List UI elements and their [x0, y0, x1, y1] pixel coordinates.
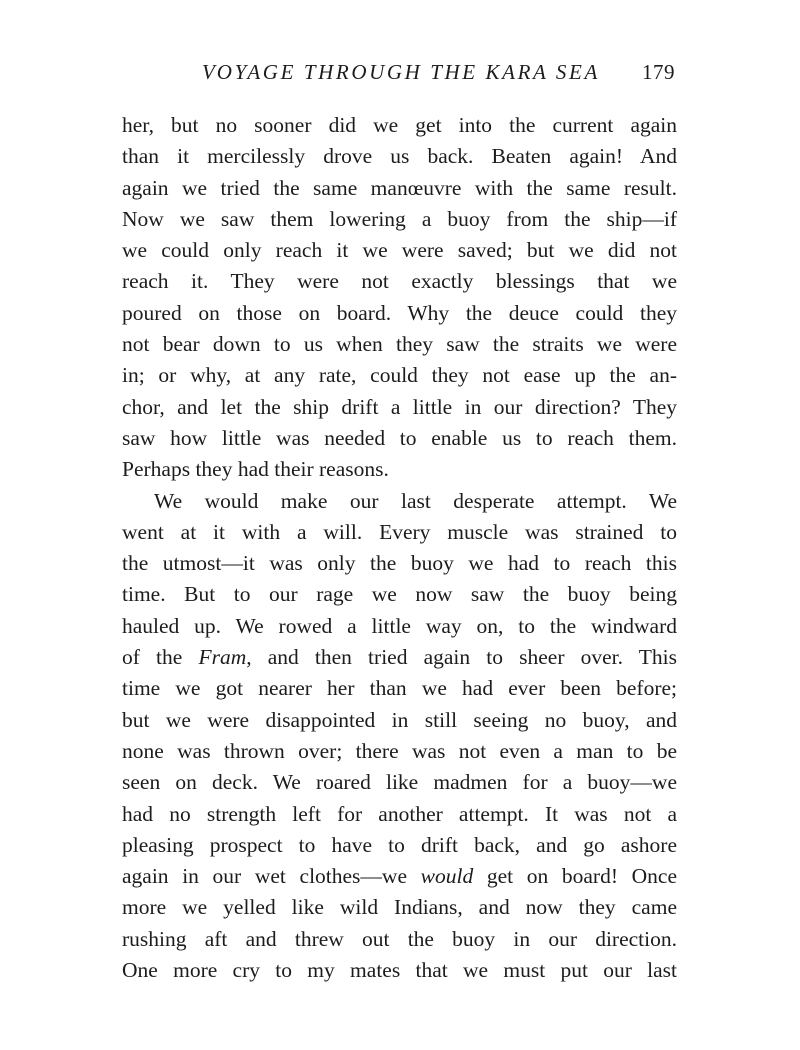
text-line [122, 799, 677, 830]
text-line [122, 892, 677, 923]
text-line [122, 298, 677, 329]
text-segment: the utmost—it was only the buoy we had to reach this [122, 551, 677, 576]
text-segment: not bear down to us when they saw the straits we were [122, 332, 677, 357]
text-segment: went at it with a will. Every muscle was strained to [122, 519, 677, 544]
text-segment: get on board! Once [473, 864, 678, 889]
text-line [122, 861, 677, 892]
text-segment: seen on deck. We roared like madmen for a buoy—we [122, 770, 677, 795]
text-line [122, 517, 677, 548]
text-line [122, 235, 677, 266]
text-segment: We would make our last desperate attempt. We [154, 488, 677, 513]
text-segment: had no strength left for another attempt. It was not a [122, 801, 677, 826]
text-line [122, 736, 677, 767]
text-segment: saw how little was needed to enable us to reach them. [122, 425, 677, 450]
text-segment: poured on those on board. Why the deuce could they [122, 300, 677, 325]
text-line [122, 360, 677, 391]
text-line [122, 329, 677, 360]
text-line [122, 673, 677, 704]
text-line [122, 611, 677, 642]
text-segment: time. But to our rage we now saw the buoy being [122, 582, 677, 607]
text-line [122, 204, 677, 235]
page-number: 179 [642, 60, 675, 84]
text-segment: hauled up. We rowed a little way on, to the windward [122, 613, 677, 638]
text-segment: of the [122, 645, 199, 670]
italic-text: Fram [198, 645, 247, 670]
text-line [122, 955, 677, 986]
text-line [122, 767, 677, 798]
text-segment: One more cry to my mates that we must put our last [122, 958, 677, 983]
text-line [122, 486, 677, 517]
text-line [122, 548, 677, 579]
text-line [122, 830, 677, 861]
text-segment: chor, and let the ship drift a little in our direction? They [122, 394, 677, 419]
text-segment: rushing aft and threw out the buoy in our direction. [122, 926, 677, 951]
text-line [122, 392, 677, 423]
text-line [122, 110, 677, 141]
italic-text: would [420, 864, 474, 889]
text-segment: none was thrown over; there was not even a man to be [122, 738, 677, 763]
running-title: VOYAGE THROUGH THE KARA SEA [202, 60, 600, 84]
text-segment: time we got nearer her than we had ever been before; [122, 676, 677, 701]
text-segment: , and then tried again to sheer over. This [246, 645, 677, 670]
text-segment: again we tried the same manœuvre with the same result. [122, 175, 677, 200]
text-segment: Perhaps they had their reasons. [122, 457, 389, 482]
text-line [122, 266, 677, 297]
text-segment: we could only reach it we were saved; but we did not [122, 238, 677, 263]
text-line [122, 173, 677, 204]
text-segment: her, but no sooner did we get into the current again [122, 113, 677, 137]
text-segment: than it mercilessly drove us back. Beaten again! And [122, 144, 677, 169]
text-line [122, 924, 677, 955]
text-line [122, 579, 677, 610]
body-text [122, 110, 677, 986]
text-segment: reach it. They were not exactly blessings that we [122, 269, 677, 294]
text-line [122, 642, 677, 673]
text-line [122, 705, 677, 736]
text-line [122, 423, 677, 454]
running-head [120, 60, 675, 94]
text-line [122, 141, 677, 172]
text-segment: more we yelled like wild Indians, and now they came [122, 895, 677, 920]
text-segment: again in our wet clothes—we [122, 864, 421, 889]
text-line [122, 454, 677, 485]
text-segment: in; or why, at any rate, could they not ease up the an- [122, 363, 677, 388]
text-segment: pleasing prospect to have to drift back, and go ashore [122, 832, 677, 857]
text-segment: Now we saw them lowering a buoy from the ship—if [122, 206, 677, 231]
text-segment: but we were disappointed in still seeing no buoy, and [122, 707, 677, 732]
